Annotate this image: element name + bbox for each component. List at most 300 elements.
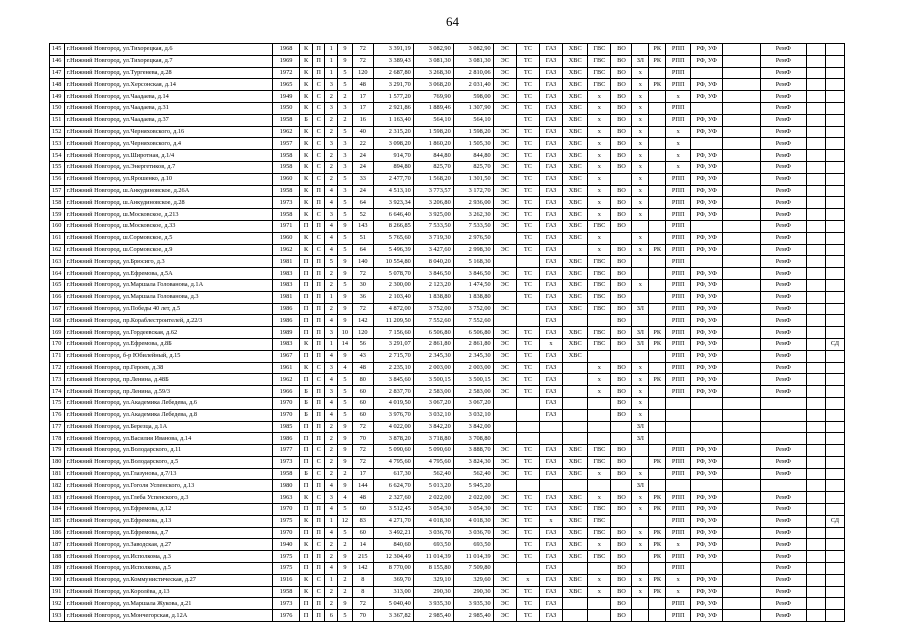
- table-cell: 4: [325, 563, 338, 575]
- table-cell: г.Нижний Новгород, пр.Героев, д.38: [64, 362, 272, 374]
- table-cell: х: [666, 91, 691, 103]
- table-cell: РемФ: [760, 126, 806, 138]
- table-cell: [722, 610, 760, 622]
- table-cell: 1949: [272, 91, 299, 103]
- table-cell: К: [300, 79, 313, 91]
- table-cell: [825, 563, 844, 575]
- table-cell: РПП: [666, 102, 691, 114]
- table-cell: РФ, УФ: [691, 338, 723, 350]
- table-cell: ЗЛ: [632, 327, 649, 339]
- table-cell: 5: [338, 374, 353, 386]
- table-cell: х: [588, 102, 611, 114]
- table-cell: 1970: [272, 397, 299, 409]
- table-cell: 5: [338, 126, 353, 138]
- table-cell: С: [312, 539, 325, 551]
- table-cell: [632, 515, 649, 527]
- table-cell: ХВС: [563, 209, 588, 221]
- table-cell: 1957: [272, 138, 299, 150]
- table-cell: 161: [50, 232, 65, 244]
- table-cell: 2 003,00: [453, 362, 493, 374]
- table-cell: [825, 397, 844, 409]
- table-cell: 1970: [272, 527, 299, 539]
- table-cell: 145: [50, 44, 65, 56]
- table-cell: х: [632, 362, 649, 374]
- table-cell: ТС: [516, 138, 539, 150]
- table-cell: П: [300, 551, 313, 563]
- table-cell: 1962: [272, 374, 299, 386]
- table-cell: ГАЗ: [539, 173, 562, 185]
- table-cell: 1 860,20: [413, 138, 453, 150]
- table-cell: [722, 197, 760, 209]
- table-cell: ГАЗ: [539, 539, 562, 551]
- table-cell: 9: [338, 421, 353, 433]
- table-cell: 9: [338, 551, 353, 563]
- table-cell: [806, 268, 825, 280]
- table-cell: [649, 350, 666, 362]
- table-cell: [691, 138, 723, 150]
- table-cell: 5: [338, 397, 353, 409]
- table-row: [50, 209, 845, 221]
- table-cell: ЭС: [493, 456, 516, 468]
- table-cell: [722, 386, 760, 398]
- table-cell: 83: [352, 515, 373, 527]
- table-cell: х: [588, 197, 611, 209]
- table-cell: г.Нижний Новгород, ул.Тургенева, д.28: [64, 67, 272, 79]
- table-cell: г.Нижний Новгород, ул.Ефремова, д.7: [64, 527, 272, 539]
- table-cell: К: [300, 539, 313, 551]
- table-cell: 3: [325, 327, 338, 339]
- table-cell: ВО: [611, 539, 632, 551]
- table-cell: 72: [352, 421, 373, 433]
- table-cell: [722, 67, 760, 79]
- table-cell: г.Нижний Новгород, ул.Володарского, д.11: [64, 445, 272, 457]
- table-cell: ЭС: [493, 327, 516, 339]
- table-cell: ТС: [516, 67, 539, 79]
- table-cell: 151: [50, 114, 65, 126]
- table-cell: П: [300, 350, 313, 362]
- table-cell: К: [300, 161, 313, 173]
- table-cell: [825, 268, 844, 280]
- table-cell: К: [300, 515, 313, 527]
- table-cell: [691, 421, 723, 433]
- table-cell: [806, 114, 825, 126]
- table-cell: 2: [325, 303, 338, 315]
- housing-registry-table: [49, 43, 845, 622]
- table-cell: 1970: [272, 504, 299, 516]
- table-cell: [632, 445, 649, 457]
- table-cell: РФ, УФ: [691, 244, 723, 256]
- table-cell: [806, 220, 825, 232]
- table-cell: [539, 433, 562, 445]
- table-cell: 1980: [272, 480, 299, 492]
- table-cell: 2: [325, 150, 338, 162]
- table-cell: РПП: [666, 244, 691, 256]
- table-cell: П: [312, 256, 325, 268]
- table-cell: ХВС: [563, 327, 588, 339]
- table-cell: х: [632, 468, 649, 480]
- table-row: [50, 586, 845, 598]
- table-cell: 1958: [272, 468, 299, 480]
- table-cell: ВО: [611, 362, 632, 374]
- table-cell: 9: [338, 256, 353, 268]
- table-cell: П: [312, 185, 325, 197]
- table-cell: х: [632, 397, 649, 409]
- table-cell: 160: [50, 220, 65, 232]
- table-cell: 52: [352, 209, 373, 221]
- table-cell: 562,40: [453, 468, 493, 480]
- table-row: [50, 598, 845, 610]
- table-cell: РемФ: [760, 79, 806, 91]
- table-cell: П: [312, 397, 325, 409]
- table-cell: [806, 256, 825, 268]
- table-cell: 290,30: [453, 586, 493, 598]
- table-cell: ТС: [516, 209, 539, 221]
- table-cell: ХВС: [563, 173, 588, 185]
- table-cell: х: [588, 209, 611, 221]
- table-cell: [722, 268, 760, 280]
- table-cell: г.Нижний Новгород, ул.Исполкома, д.3: [64, 551, 272, 563]
- table-cell: 5 078,70: [373, 268, 413, 280]
- table-cell: ХВС: [563, 492, 588, 504]
- table-cell: [611, 421, 632, 433]
- table-cell: [825, 362, 844, 374]
- table-cell: РК: [649, 327, 666, 339]
- table-cell: [649, 598, 666, 610]
- table-cell: г.Нижний Новгород, ул.Василия Иванова, д.14: [64, 433, 272, 445]
- table-cell: 1976: [272, 610, 299, 622]
- table-cell: [611, 433, 632, 445]
- table-cell: 4: [325, 397, 338, 409]
- table-cell: ЭС: [493, 91, 516, 103]
- table-cell: ЭС: [493, 468, 516, 480]
- table-cell: 2: [325, 456, 338, 468]
- table-cell: [806, 126, 825, 138]
- table-cell: [563, 421, 588, 433]
- table-cell: ВО: [611, 445, 632, 457]
- table-cell: ТС: [516, 386, 539, 398]
- table-cell: ГВС: [588, 504, 611, 516]
- table-cell: ХВС: [563, 161, 588, 173]
- table-cell: ХВС: [563, 551, 588, 563]
- table-cell: 169: [50, 327, 65, 339]
- table-cell: РФ, УФ: [691, 504, 723, 516]
- table-cell: ГАЗ: [539, 150, 562, 162]
- table-cell: ЗЛ: [632, 421, 649, 433]
- table-cell: С: [312, 468, 325, 480]
- table-cell: [806, 551, 825, 563]
- table-cell: 4: [325, 244, 338, 256]
- table-cell: РемФ: [760, 244, 806, 256]
- table-cell: 2 003,00: [413, 362, 453, 374]
- table-cell: 1983: [272, 279, 299, 291]
- table-cell: РФ, УФ: [691, 574, 723, 586]
- table-cell: РФ, УФ: [691, 445, 723, 457]
- table-cell: ЭС: [493, 268, 516, 280]
- table-cell: 1975: [272, 551, 299, 563]
- table-cell: РПП: [666, 610, 691, 622]
- table-cell: х: [588, 586, 611, 598]
- table-cell: 48: [352, 79, 373, 91]
- table-row: [50, 456, 845, 468]
- table-cell: г.Нижний Новгород, ул.Маршала Голованова, д.1А: [64, 279, 272, 291]
- table-cell: ТС: [516, 197, 539, 209]
- table-cell: [493, 433, 516, 445]
- table-cell: ТС: [516, 55, 539, 67]
- table-cell: 70: [352, 610, 373, 622]
- table-row: [50, 220, 845, 232]
- table-row: [50, 445, 845, 457]
- table-cell: 5 168,30: [453, 256, 493, 268]
- table-cell: [632, 44, 649, 56]
- table-cell: [825, 504, 844, 516]
- table-cell: 2: [325, 598, 338, 610]
- table-cell: К: [300, 244, 313, 256]
- table-row: [50, 327, 845, 339]
- table-cell: РФ, УФ: [691, 91, 723, 103]
- table-cell: РФ, УФ: [691, 515, 723, 527]
- table-cell: 5: [338, 209, 353, 221]
- table-cell: ГВС: [588, 303, 611, 315]
- table-cell: 5: [338, 197, 353, 209]
- table-cell: РК: [649, 492, 666, 504]
- table-cell: РемФ: [760, 386, 806, 398]
- table-cell: 825,70: [413, 161, 453, 173]
- table-cell: ГАЗ: [539, 315, 562, 327]
- table-cell: [493, 397, 516, 409]
- table-cell: [722, 303, 760, 315]
- table-cell: 72: [352, 456, 373, 468]
- table-cell: 1975: [272, 563, 299, 575]
- table-cell: г.Нижний Новгород, ул.Гоголя Успенского, д.13: [64, 480, 272, 492]
- table-cell: П: [312, 480, 325, 492]
- table-cell: [666, 433, 691, 445]
- table-cell: 1 307,90: [453, 102, 493, 114]
- table-cell: РемФ: [760, 350, 806, 362]
- table-cell: РемФ: [760, 456, 806, 468]
- table-cell: [825, 185, 844, 197]
- table-cell: [649, 386, 666, 398]
- table-cell: г.Нижний Новгород, ш.Анкудиновское, д.28: [64, 197, 272, 209]
- table-cell: [588, 315, 611, 327]
- table-cell: 24: [352, 185, 373, 197]
- table-cell: х: [588, 126, 611, 138]
- table-cell: 617,30: [373, 468, 413, 480]
- table-cell: [722, 468, 760, 480]
- table-cell: РФ, УФ: [691, 586, 723, 598]
- table-cell: 190: [50, 574, 65, 586]
- table-cell: 215: [352, 551, 373, 563]
- table-cell: 3 427,60: [413, 244, 453, 256]
- table-cell: 4 019,50: [373, 397, 413, 409]
- table-cell: 191: [50, 586, 65, 598]
- table-cell: ТС: [516, 374, 539, 386]
- table-cell: ГВС: [588, 44, 611, 56]
- table-cell: [722, 586, 760, 598]
- table-row: [50, 232, 845, 244]
- table-cell: 5 040,40: [373, 598, 413, 610]
- table-cell: РФ, УФ: [691, 79, 723, 91]
- table-cell: [806, 386, 825, 398]
- table-cell: 174: [50, 386, 65, 398]
- table-cell: 3 935,30: [453, 598, 493, 610]
- table-cell: 80: [352, 374, 373, 386]
- table-cell: П: [300, 374, 313, 386]
- table-cell: г.Нижний Новгород, ул.Исполкома, д.5: [64, 563, 272, 575]
- table-cell: 4 271,70: [373, 515, 413, 527]
- table-cell: 3 846,50: [453, 268, 493, 280]
- table-cell: 60: [352, 386, 373, 398]
- table-cell: РФ, УФ: [691, 268, 723, 280]
- table-cell: ГАЗ: [539, 574, 562, 586]
- table-cell: 60: [352, 527, 373, 539]
- table-cell: 3 718,80: [413, 433, 453, 445]
- table-cell: 1 474,50: [453, 279, 493, 291]
- table-cell: ТС: [516, 362, 539, 374]
- table-cell: 564,10: [413, 114, 453, 126]
- table-cell: ВО: [611, 102, 632, 114]
- table-cell: К: [300, 492, 313, 504]
- table-cell: ГАЗ: [539, 209, 562, 221]
- table-cell: РПП: [666, 197, 691, 209]
- table-cell: 72: [352, 303, 373, 315]
- table-cell: г.Нижний Новгород, ш.Сормовское, д.9: [64, 244, 272, 256]
- table-cell: 6 506,80: [453, 327, 493, 339]
- table-cell: [649, 397, 666, 409]
- table-cell: ГАЗ: [539, 303, 562, 315]
- table-cell: ВО: [611, 185, 632, 197]
- table-cell: [563, 386, 588, 398]
- table-cell: 3 081,30: [453, 55, 493, 67]
- table-cell: [611, 515, 632, 527]
- table-cell: 2 477,70: [373, 173, 413, 185]
- table-cell: РемФ: [760, 268, 806, 280]
- table-cell: Б: [300, 409, 313, 421]
- table-cell: ГВС: [588, 279, 611, 291]
- table-cell: 9: [338, 303, 353, 315]
- table-cell: П: [312, 551, 325, 563]
- table-cell: [806, 421, 825, 433]
- table-cell: 1 301,50: [453, 173, 493, 185]
- table-cell: ГАЗ: [539, 185, 562, 197]
- table-cell: [493, 256, 516, 268]
- table-cell: П: [312, 303, 325, 315]
- table-row: [50, 315, 845, 327]
- table-cell: П: [312, 55, 325, 67]
- table-cell: 5 090,60: [373, 445, 413, 457]
- table-cell: 8: [352, 586, 373, 598]
- table-cell: [516, 397, 539, 409]
- table-cell: 914,70: [373, 150, 413, 162]
- table-cell: К: [300, 586, 313, 598]
- table-cell: 3 206,80: [413, 197, 453, 209]
- table-cell: РемФ: [760, 563, 806, 575]
- table-cell: 2: [325, 468, 338, 480]
- table-cell: РФ, УФ: [691, 551, 723, 563]
- table-cell: ГАЗ: [539, 327, 562, 339]
- table-cell: 2 810,06: [453, 67, 493, 79]
- table-cell: [825, 197, 844, 209]
- table-cell: [825, 256, 844, 268]
- table-cell: 3 291,07: [373, 338, 413, 350]
- table-cell: [825, 91, 844, 103]
- table-cell: РФ, УФ: [691, 610, 723, 622]
- table-cell: [588, 433, 611, 445]
- table-cell: 1 598,20: [413, 126, 453, 138]
- table-cell: РПП: [666, 209, 691, 221]
- table-cell: ЗЛ: [632, 55, 649, 67]
- table-cell: 3 068,20: [413, 79, 453, 91]
- table-cell: РК: [649, 55, 666, 67]
- table-cell: 1973: [272, 598, 299, 610]
- table-cell: 11 014,39: [413, 551, 453, 563]
- table-cell: [825, 492, 844, 504]
- table-cell: 2 022,00: [453, 492, 493, 504]
- table-cell: 5: [338, 173, 353, 185]
- table-cell: 30: [352, 279, 373, 291]
- table-cell: П: [312, 598, 325, 610]
- table-cell: РемФ: [760, 374, 806, 386]
- table-cell: [722, 515, 760, 527]
- table-cell: РК: [649, 504, 666, 516]
- table-cell: С: [312, 362, 325, 374]
- table-cell: 72: [352, 445, 373, 457]
- table-cell: ТС: [516, 504, 539, 516]
- table-cell: РК: [649, 244, 666, 256]
- table-cell: ХВС: [563, 468, 588, 480]
- table-cell: 2 998,30: [453, 244, 493, 256]
- table-cell: 5 013,20: [413, 480, 453, 492]
- table-cell: К: [300, 197, 313, 209]
- table-cell: [691, 67, 723, 79]
- table-cell: 144: [352, 480, 373, 492]
- table-cell: 1985: [272, 421, 299, 433]
- table-cell: ЭС: [493, 551, 516, 563]
- table-cell: ТС: [516, 468, 539, 480]
- table-cell: 3 081,30: [413, 55, 453, 67]
- table-cell: 176: [50, 409, 65, 421]
- table-cell: ВО: [611, 492, 632, 504]
- table-cell: [722, 185, 760, 197]
- table-cell: РФ, УФ: [691, 456, 723, 468]
- table-cell: [722, 433, 760, 445]
- table-cell: ТС: [516, 350, 539, 362]
- table-cell: 3 054,30: [413, 504, 453, 516]
- table-cell: ТС: [516, 610, 539, 622]
- table-cell: ТС: [516, 586, 539, 598]
- table-cell: РК: [649, 586, 666, 598]
- table-cell: [825, 150, 844, 162]
- table-cell: 16: [352, 114, 373, 126]
- table-cell: 4: [325, 350, 338, 362]
- table-cell: 3 492,21: [373, 527, 413, 539]
- table-cell: 14: [338, 338, 353, 350]
- table-cell: РФ, УФ: [691, 197, 723, 209]
- table-cell: 1962: [272, 126, 299, 138]
- table-cell: ТС: [516, 79, 539, 91]
- table-cell: [493, 232, 516, 244]
- table-cell: [806, 515, 825, 527]
- table-cell: 1: [325, 44, 338, 56]
- table-cell: РемФ: [760, 161, 806, 173]
- table-cell: х: [666, 586, 691, 598]
- table-cell: П: [300, 563, 313, 575]
- table-cell: 3 067,20: [453, 397, 493, 409]
- table-cell: П: [312, 527, 325, 539]
- table-cell: 1 838,80: [413, 291, 453, 303]
- table-cell: 143: [352, 220, 373, 232]
- table-cell: ЗЛ: [632, 433, 649, 445]
- table-cell: [493, 480, 516, 492]
